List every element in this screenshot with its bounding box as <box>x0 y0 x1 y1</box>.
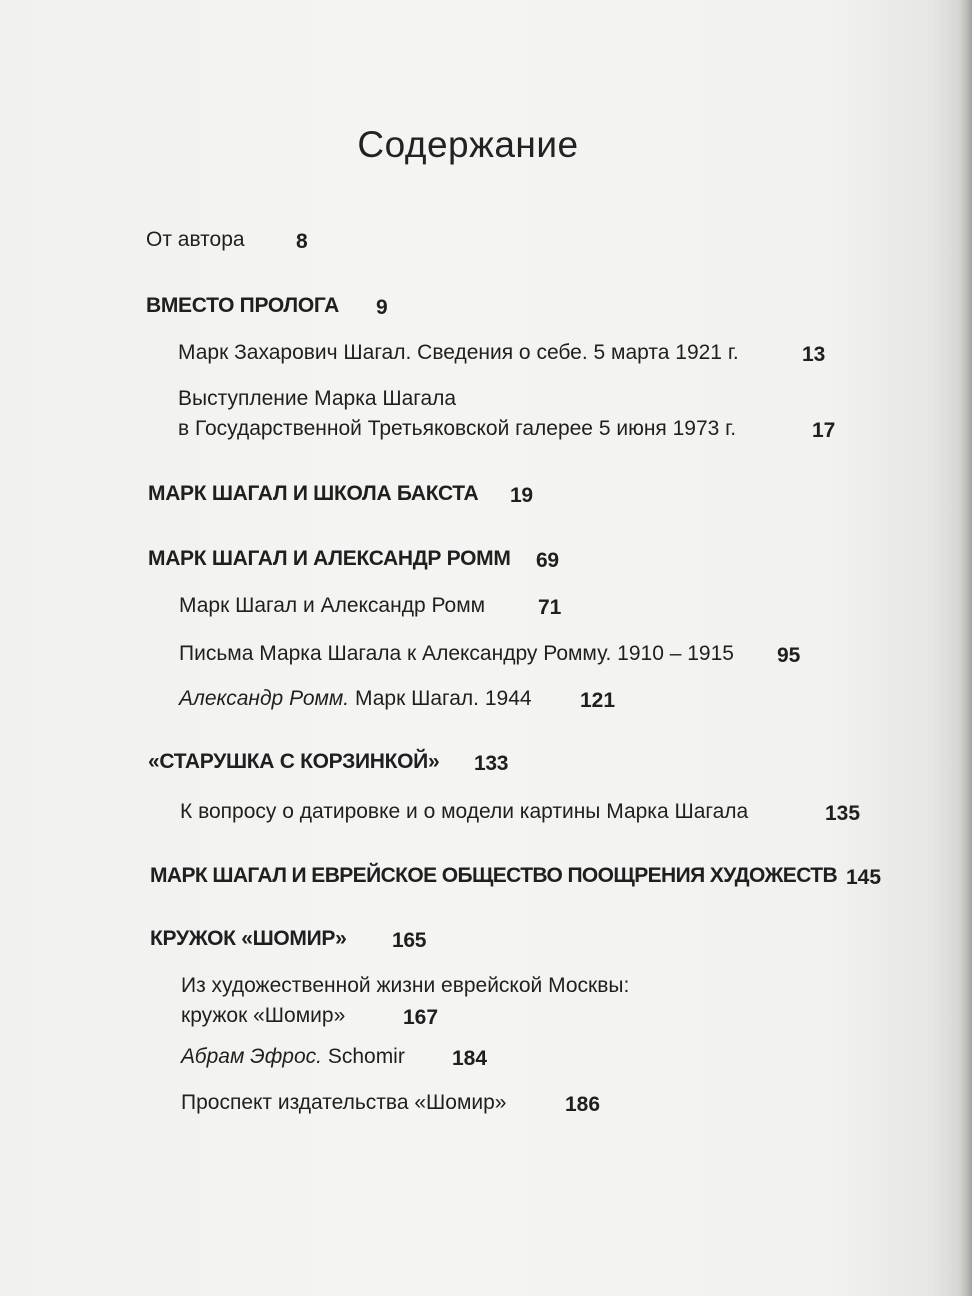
toc-page-number: 71 <box>538 596 562 619</box>
toc-page-number: 95 <box>777 644 801 667</box>
toc-entry-prologue-1 <box>178 338 838 368</box>
toc-section-bakst <box>148 479 548 509</box>
toc-entry-label: От автора <box>146 228 245 251</box>
page-edge-shadow <box>958 0 972 1296</box>
toc-section-society <box>150 861 890 891</box>
toc-entry-label: К вопросу о датировке и о модели картины Марка Шагала <box>180 800 749 823</box>
toc-page-number: 184 <box>452 1047 488 1070</box>
toc-entry-shomir-2 <box>181 1042 511 1072</box>
toc-page-number: 186 <box>565 1093 601 1116</box>
toc-section-label: МАРК ШАГАЛ И ЕВРЕЙСКОЕ ОБЩЕСТВО ПООЩРЕНИЯ ХУДОЖЕСТВ <box>150 864 838 887</box>
toc-section-label: КРУЖОК «ШОМИР» <box>150 927 347 950</box>
toc-entry-author: Абрам Эфрос. <box>181 1045 322 1068</box>
toc-page-number: 135 <box>825 802 861 825</box>
toc-entry-label: Марк Шагал и Александр Ромм <box>179 594 486 617</box>
page-title: Содержание <box>357 124 579 165</box>
toc-entry-romm-2 <box>179 639 809 669</box>
toc-page-number: 19 <box>510 484 533 507</box>
toc-entry-label: Письма Марка Шагала к Александру Ромму. 1910 – 1915 <box>179 642 734 665</box>
toc-entry-label-line-2: кружок «Шомир» <box>181 1004 346 1027</box>
toc-section-label: МАРК ШАГАЛ И ШКОЛА БАКСТА <box>148 482 479 505</box>
toc-entry-label-line-2: в Государственной Третьяковской галерее 5 июня 1973 г. <box>178 417 737 440</box>
toc-section-old-woman <box>148 747 528 777</box>
toc-section-prologue <box>146 291 406 321</box>
toc-page-number: 13 <box>802 343 826 366</box>
toc-entry-old-woman-1 <box>180 797 870 827</box>
toc-page-number: 69 <box>536 549 559 572</box>
toc-section-romm <box>148 544 578 574</box>
toc-page-number: 121 <box>580 689 616 712</box>
toc-section-label: МАРК ШАГАЛ И АЛЕКСАНДР РОММ <box>148 547 511 570</box>
toc-entry-label-line-1: Выступление Марка Шагала <box>178 387 457 410</box>
toc-entry-prologue-2 <box>178 384 848 444</box>
toc-entry-shomir-3 <box>181 1088 621 1118</box>
toc-page-number: 17 <box>812 419 836 442</box>
toc-section-shomir <box>150 924 450 954</box>
toc-entry-shomir-1 <box>181 971 681 1031</box>
toc-entry-romm-3 <box>179 684 629 714</box>
toc-entry-label: Schomir <box>327 1045 405 1068</box>
toc-entry-author: Александр Ромм. <box>179 687 350 710</box>
toc-entry-author <box>146 225 346 255</box>
toc-page-number: 9 <box>376 296 388 319</box>
toc-entry-romm-1 <box>179 591 579 621</box>
toc-entry-label: Проспект издательства «Шомир» <box>181 1091 507 1114</box>
toc-entry-label: Марк Шагал. 1944 <box>355 687 532 710</box>
toc-page-number: 165 <box>392 929 427 952</box>
toc-page-number: 8 <box>296 230 308 253</box>
toc-entry-label-line-1: Из художественной жизни еврейской Москвы: <box>181 974 630 997</box>
toc-page-number: 133 <box>474 752 509 775</box>
toc-section-label: «СТАРУШКА С КОРЗИНКОЙ» <box>148 750 440 773</box>
toc-page-number: 145 <box>846 866 882 889</box>
toc-page-number: 167 <box>403 1006 439 1029</box>
toc-section-label: ВМЕСТО ПРОЛОГА <box>146 294 340 317</box>
toc-entry-label: Марк Захарович Шагал. Сведения о себе. 5 марта 1921 г. <box>178 341 739 364</box>
